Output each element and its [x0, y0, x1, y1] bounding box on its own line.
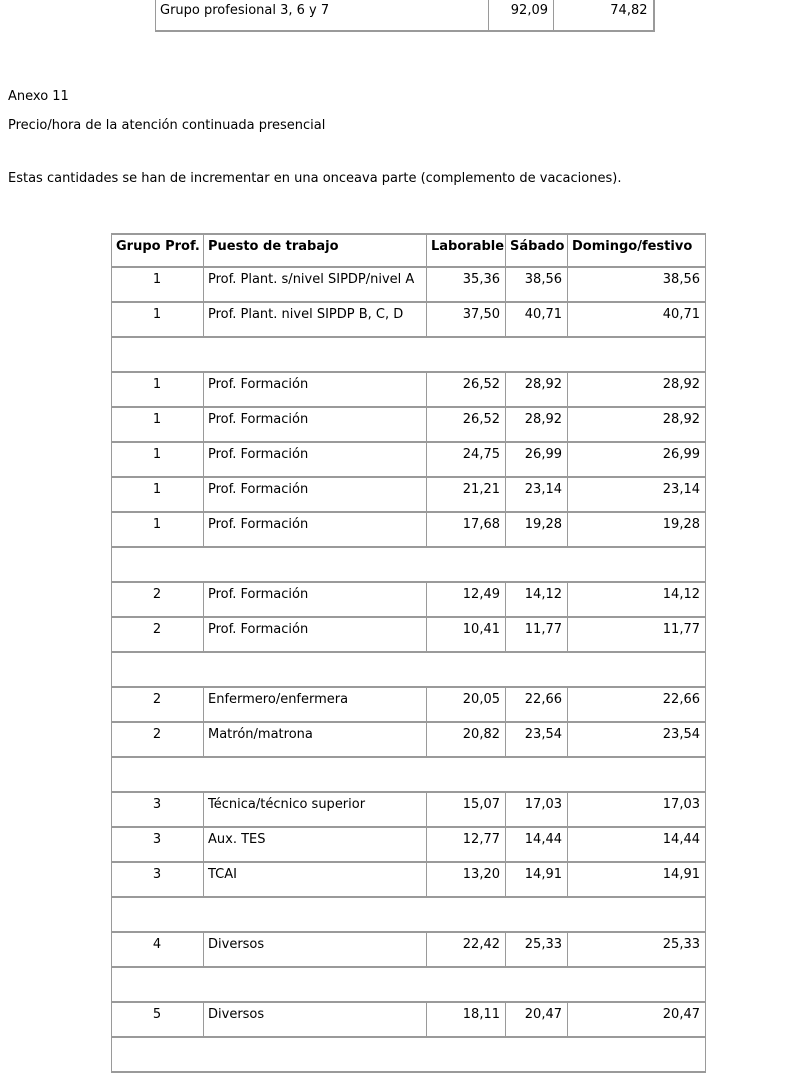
spacer-cell: [112, 547, 706, 582]
cell-puesto: Prof. Formación: [204, 617, 427, 652]
table-row: [112, 407, 706, 442]
note-text: Estas cantidades se han de incrementar en una onceava parte (complemento de vacaciones).: [8, 171, 622, 186]
cell-sabado: 28,92: [506, 372, 568, 407]
cell-puesto: Diversos: [204, 932, 427, 967]
cell-laborable: 37,50: [427, 302, 506, 337]
cell-laborable: 21,21: [427, 477, 506, 512]
cell-puesto: Aux. TES: [204, 827, 427, 862]
cell-laborable: 17,68: [427, 512, 506, 547]
cell-sabado: 22,66: [506, 687, 568, 722]
cell-laborable: 15,07: [427, 792, 506, 827]
cell-laborable: 12,49: [427, 582, 506, 617]
cell-grupo: 1: [112, 302, 204, 337]
spacer-cell: [112, 652, 706, 687]
cell-grupo: 1: [112, 442, 204, 477]
cell-laborable: 24,75: [427, 442, 506, 477]
cell-domingo: 26,99: [568, 442, 706, 477]
cell-puesto: Prof. Formación: [204, 582, 427, 617]
cell-puesto: Prof. Formación: [204, 407, 427, 442]
spacer-row: [112, 547, 706, 582]
cell-grupo: 4: [112, 932, 204, 967]
cell-puesto: Prof. Plant. s/nivel SIPDP/nivel A: [204, 267, 427, 302]
cell-domingo: 17,03: [568, 792, 706, 827]
cell-laborable: 10,41: [427, 617, 506, 652]
cell-grupo: 3: [112, 827, 204, 862]
table-row: [112, 687, 706, 722]
previous-table-fragment: [155, 0, 655, 32]
cell-laborable: 20,05: [427, 687, 506, 722]
table-row: [112, 1002, 706, 1037]
table-row: [112, 862, 706, 897]
header-row: [112, 234, 706, 267]
cell-grupo: 1: [112, 407, 204, 442]
cell-grupo: 1: [112, 512, 204, 547]
table-row: [112, 792, 706, 827]
cell-puesto: TCAI: [204, 862, 427, 897]
cell-sabado: 14,44: [506, 827, 568, 862]
cell-sabado: 20,47: [506, 1002, 568, 1037]
spacer-row: [112, 757, 706, 792]
header-domingo-festivo: Domingo/festivo: [568, 234, 706, 267]
price-table: [111, 233, 706, 1073]
cell-sabado: 26,99: [506, 442, 568, 477]
spacer-row: [112, 337, 706, 372]
cell-laborable: 35,36: [427, 267, 506, 302]
table-row: [112, 267, 706, 302]
table-row: [156, 0, 654, 31]
cell-puesto: Matrón/matrona: [204, 722, 427, 757]
table-row: [112, 722, 706, 757]
cell-laborable: 18,11: [427, 1002, 506, 1037]
cell-puesto: Diversos: [204, 1002, 427, 1037]
table-row: [112, 617, 706, 652]
header-grupo-prof: Grupo Prof.: [112, 234, 204, 267]
cell-domingo: 38,56: [568, 267, 706, 302]
cell-puesto: Técnica/técnico superior: [204, 792, 427, 827]
cell-domingo: 14,44: [568, 827, 706, 862]
table-row: [112, 827, 706, 862]
cell-domingo: 23,54: [568, 722, 706, 757]
cell-domingo: 25,33: [568, 932, 706, 967]
cell-grupo: 3: [112, 862, 204, 897]
anexo-heading: Anexo 11: [8, 89, 69, 104]
table-row: [112, 477, 706, 512]
table-row: [112, 932, 706, 967]
cell-domingo: 23,14: [568, 477, 706, 512]
spacer-row: [112, 1037, 706, 1072]
header-sabado: Sábado: [506, 234, 568, 267]
cell-sabado: 23,54: [506, 722, 568, 757]
cell-domingo: 19,28: [568, 512, 706, 547]
cell-laborable: 22,42: [427, 932, 506, 967]
header-laborable: Laborable: [427, 234, 506, 267]
spacer-row: [112, 897, 706, 932]
cell-sabado: 38,56: [506, 267, 568, 302]
cell-grupo: 2: [112, 687, 204, 722]
table-row: [112, 442, 706, 477]
spacer-cell: [112, 897, 706, 932]
cell-grupo: 1: [112, 477, 204, 512]
cell-domingo: 28,92: [568, 372, 706, 407]
cell-sabado: 25,33: [506, 932, 568, 967]
cell-domingo: 28,92: [568, 407, 706, 442]
cell-grupo-profesional-label: Grupo profesional 3, 6 y 7: [156, 0, 489, 31]
cell-grupo: 5: [112, 1002, 204, 1037]
cell-laborable: 12,77: [427, 827, 506, 862]
table-row: [112, 582, 706, 617]
cell-domingo: 40,71: [568, 302, 706, 337]
spacer-cell: [112, 337, 706, 372]
table-row: [112, 372, 706, 407]
cell-sabado: 23,14: [506, 477, 568, 512]
spacer-row: [112, 652, 706, 687]
cell-laborable: 20,82: [427, 722, 506, 757]
cell-puesto: Prof. Formación: [204, 512, 427, 547]
spacer-cell: [112, 757, 706, 792]
cell-puesto: Enfermero/enfermera: [204, 687, 427, 722]
cell-sabado: 14,12: [506, 582, 568, 617]
cell-domingo: 20,47: [568, 1002, 706, 1037]
cell-domingo: 14,91: [568, 862, 706, 897]
cell-sabado: 28,92: [506, 407, 568, 442]
header-puesto-de-trabajo: Puesto de trabajo: [204, 234, 427, 267]
cell-laborable: 26,52: [427, 372, 506, 407]
cell-puesto: Prof. Formación: [204, 442, 427, 477]
cell-puesto: Prof. Formación: [204, 477, 427, 512]
spacer-row: [112, 967, 706, 1002]
cell-domingo: 11,77: [568, 617, 706, 652]
cell-puesto: Prof. Plant. nivel SIPDP B, C, D: [204, 302, 427, 337]
document-title: Precio/hora de la atención continuada presencial: [8, 118, 326, 133]
spacer-cell: [112, 1037, 706, 1072]
cell-sabado: 14,91: [506, 862, 568, 897]
main-table-body: [112, 267, 706, 1072]
spacer-cell: [112, 967, 706, 1002]
cell-domingo: 14,12: [568, 582, 706, 617]
cell-grupo: 2: [112, 722, 204, 757]
cell-sabado: 19,28: [506, 512, 568, 547]
cell-sabado: 11,77: [506, 617, 568, 652]
table-row: [112, 302, 706, 337]
cell-domingo: 22,66: [568, 687, 706, 722]
cell-puesto: Prof. Formación: [204, 372, 427, 407]
table-row: [112, 512, 706, 547]
cell-laborable: 26,52: [427, 407, 506, 442]
cell-grupo: 2: [112, 617, 204, 652]
cell-grupo: 3: [112, 792, 204, 827]
cell-grupo: 1: [112, 372, 204, 407]
cell-sabado: 40,71: [506, 302, 568, 337]
cell-value-1: 92,09: [489, 0, 554, 31]
cell-grupo: 2: [112, 582, 204, 617]
cell-sabado: 17,03: [506, 792, 568, 827]
cell-grupo: 1: [112, 267, 204, 302]
cell-value-2: 74,82: [554, 0, 654, 31]
cell-laborable: 13,20: [427, 862, 506, 897]
